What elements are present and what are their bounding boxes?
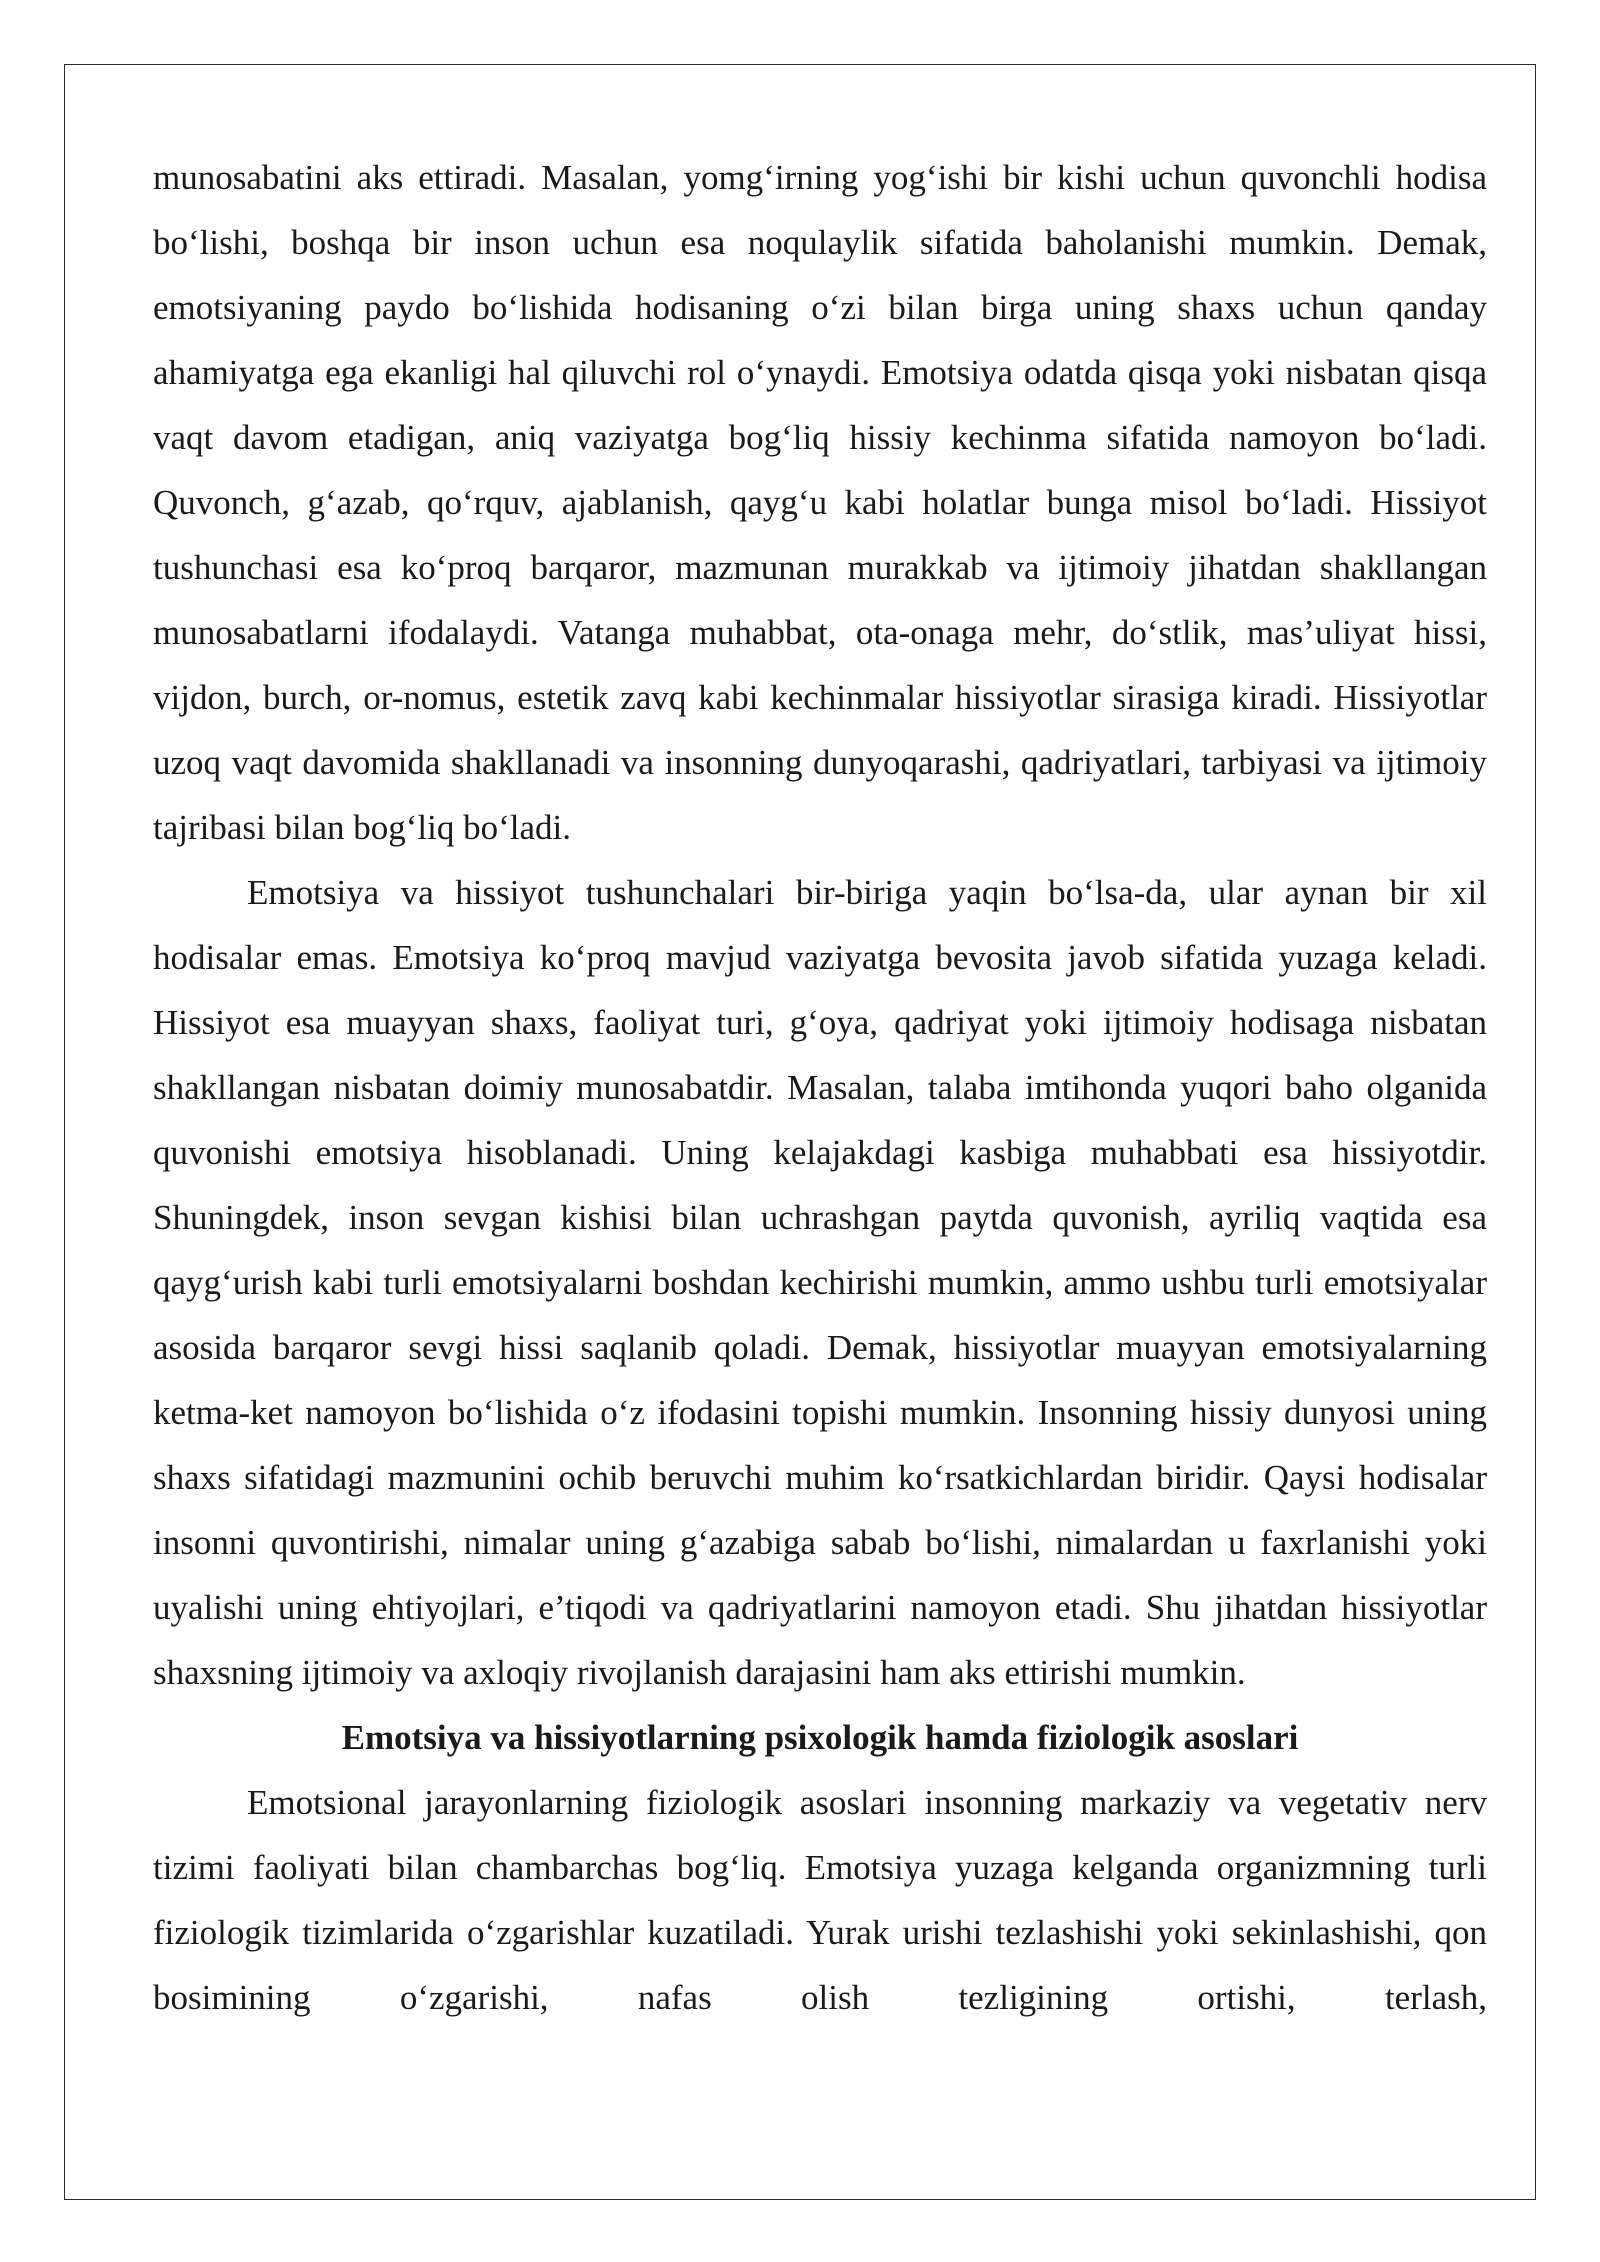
section-heading: Emotsiya va hissiyotlarning psixologik hamda fiziologik asoslari — [341, 1718, 1299, 1757]
paragraph-physiological-basis: Emotsional jarayonlarning fiziologik asoslari insonning markaziy va vegetativ nerv tizimi faoliyati bilan chambarchas bog‘liq. Emotsiya yuzaga kelganda organizmning turli fiziologik tizimlarida o‘zgarishlar kuzatiladi. Yurak urishi tezlashishi yoki sekinlashishi, qon bosimining o‘zgarishi, nafas olish tezligining ortishi, terlash, — [153, 1783, 1487, 2017]
paragraph-emotion-vs-feeling-difference: Emotsiya va hissiyot tushunchalari bir-biriga yaqin bo‘lsa-da, ular aynan bir xil hodisalar emas. Emotsiya ko‘proq mavjud vaziyatga bevosita javob sifatida yuzaga keladi. Hissiyot esa muayyan shaxs, faoliyat turi, g‘oya, qadriyat yoki ijtimoiy hodisaga nisbatan shakllangan nisbatan doimiy munosabatdir. Masalan, talaba imtihonda yuqori baho olganida quvonishi emotsiya hisoblanadi. Uning kelajakdagi kasbiga muhabbati esa hissiyotdir. Shuningdek, inson sevgan kishisi bilan uchrashgan paytda quvonish, ayriliq vaqtida esa qayg‘urish kabi turli emotsiyalarni boshdan kechirishi mumkin, ammo ushbu turli emotsiyalar asosida barqaror sevgi hissi saqlanib qoladi. Demak, hissiyotlar muayyan emotsiyalarning ketma-ket namoyon bo‘lishida o‘z ifodasini topishi mumkin. Insonning hissiy dunyosi uning shaxs sifatidagi mazmunini ochib beruvchi muhim ko‘rsatkichlardan biridir. Qaysi hodisalar insonni quvontirishi, nimalar uning g‘azabiga sabab bo‘lishi, nimalardan u faxrlanishi yoki uyalishi uning ehtiyojlari, e’tiqodi va qadriyatlarini namoyon etadi. Shu jihatdan hissiyotlar shaxsning ijtimoiy va axloqiy rivojlanish darajasini ham aks ettirishi mumkin. — [153, 873, 1487, 1692]
paragraph-emotion-vs-feeling-intro: munosabatini aks ettiradi. Masalan, yomg‘irning yog‘ishi bir kishi uchun quvonchli hodisa bo‘lishi, boshqa bir inson uchun esa noqulaylik sifatida baholanishi mumkin. Demak, emotsiyaning paydo bo‘lishida hodisaning o‘zi bilan birga uning shaxs uchun qanday ahamiyatga ega ekanligi hal qiluvchi rol o‘ynaydi. Emotsiya odatda qisqa yoki nisbatan qisqa vaqt davom etadigan, aniq vaziyatga bog‘liq hissiy kechinma sifatida namoyon bo‘ladi. Quvonch, g‘azab, qo‘rquv, ajablanish, qayg‘u kabi holatlar bunga misol bo‘ladi. Hissiyot tushunchasi esa ko‘proq barqaror, mazmunan murakkab va ijtimoiy jihatdan shakllangan munosabatlarni ifodalaydi. Vatanga muhabbat, ota-onaga mehr, do‘stlik, mas’uliyat hissi, vijdon, burch, or-nomus, estetik zavq kabi kechinmalar hissiyotlar sirasiga kiradi. Hissiyotlar uzoq vaqt davomida shakllanadi va insonning dunyoqarashi, qadriyatlari, tarbiyasi va ijtimoiy tajribasi bilan bog‘liq bo‘ladi. — [153, 158, 1487, 847]
document-body — [153, 145, 1487, 2030]
